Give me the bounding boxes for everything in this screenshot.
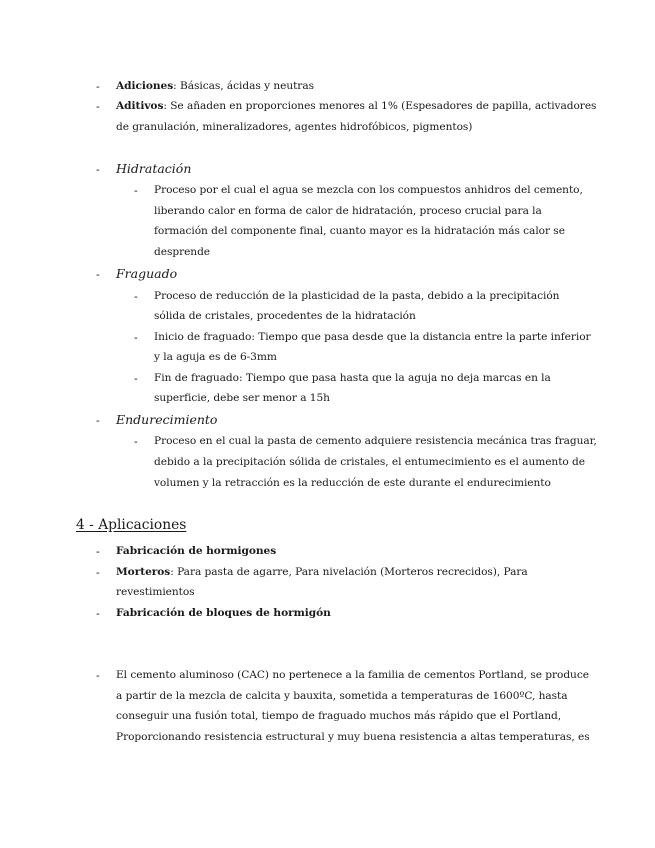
fraguado-item-3-line-2: superficie, debe ser menor a 15h xyxy=(154,392,330,404)
cac-line-2: a partir de la mezcla de calcita y bauxita, sometida a temperaturas de 1600ºC, hasta xyxy=(116,690,568,702)
morteros-text-line-1: : Para pasta de agarre, Para nivelación (Morteros recrecidos), Para xyxy=(170,566,528,578)
morteros-text-line-2: revestimientos xyxy=(116,586,195,598)
heading-hidratacion: Hidratación xyxy=(116,161,192,176)
heading-fraguado: Fraguado xyxy=(116,266,178,281)
fraguado-item-2-line-1: Inicio de fraguado: Tiempo que pasa desde que la distancia entre la parte inferior xyxy=(154,331,591,343)
cac-line-3: conseguir una fusión total, tiempo de fraguado muchos más rápido que el Portland, xyxy=(116,710,562,722)
fraguado-item-2-line-2: y la aguja es de 6-3mm xyxy=(154,351,277,363)
cac-line-1: El cemento aluminoso (CAC) no pertenece a la familia de cementos Portland, se produce xyxy=(116,669,589,681)
term-bloques: Fabricación de bloques de hormigón xyxy=(116,607,331,619)
endurecimiento-item-line-3: volumen y la retracción es la reducción de este durante el endurecimiento xyxy=(154,477,551,489)
adiciones-text: : Básicas, ácidas y neutras xyxy=(173,80,314,92)
hidratacion-item-line-4: desprende xyxy=(154,246,211,258)
heading-endurecimiento: Endurecimiento xyxy=(116,412,218,427)
list-dash: - xyxy=(96,566,100,579)
aplicaciones-item-morteros xyxy=(116,562,528,583)
term-aditivos: Aditivos xyxy=(116,100,164,112)
list-dash: - xyxy=(96,607,100,620)
aplicaciones-item-bloques xyxy=(116,603,331,624)
aditivos-text-line-2: de granulación, mineralizadores, agentes hidrofóbicos, pigmentos) xyxy=(116,121,473,133)
list-dash: - xyxy=(96,80,100,93)
endurecimiento-item-line-2: debido a la precipitación sólida de cristales, el entumecimiento es el aumento de xyxy=(154,456,586,468)
term-adiciones: Adiciones xyxy=(116,80,174,92)
list-item-adiciones xyxy=(116,76,314,97)
list-dash: - xyxy=(96,669,100,682)
term-morteros: Morteros xyxy=(116,566,171,578)
aplicaciones-item-hormigones xyxy=(116,541,276,562)
sublist-dash: - xyxy=(134,290,138,303)
section-title-aplicaciones: 4 - Aplicaciones xyxy=(76,517,187,533)
term-hormigones: Fabricación de hormigones xyxy=(116,545,277,557)
sublist-dash: - xyxy=(134,331,138,344)
hidratacion-item-line-1: Proceso por el cual el agua se mezcla con los compuestos anhidros del cemento, xyxy=(154,184,583,196)
fraguado-item-1-line-2: sólida de cristales, procedentes de la hidratación xyxy=(154,310,416,322)
list-dash: - xyxy=(96,100,100,113)
endurecimiento-item-line-1: Proceso en el cual la pasta de cemento adquiere resistencia mecánica tras fraguar, xyxy=(154,435,597,447)
sublist-dash: - xyxy=(134,372,138,385)
fraguado-item-1-line-1: Proceso de reducción de la plasticidad de la pasta, debido a la precipitación xyxy=(154,290,560,302)
list-dash: - xyxy=(96,545,100,558)
sublist-dash: - xyxy=(134,435,138,448)
fraguado-item-3-line-1: Fin de fraguado: Tiempo que pasa hasta que la aguja no deja marcas en la xyxy=(154,372,551,384)
hidratacion-item-line-3: formación del componente final, cuanto mayor es la hidratación más calor se xyxy=(154,225,565,237)
cac-line-4: Proporcionando resistencia estructural y muy buena resistencia a altas temperaturas, es xyxy=(116,731,590,743)
list-dash: - xyxy=(96,414,100,427)
list-dash: - xyxy=(96,163,100,176)
aditivos-text-line-1: : Se añaden en proporciones menores al 1% (Espesadores de papilla, activadores xyxy=(163,100,597,112)
list-dash: - xyxy=(96,268,100,281)
sublist-dash: - xyxy=(134,184,138,197)
hidratacion-item-line-2: liberando calor en forma de calor de hidratación, proceso crucial para la xyxy=(154,205,542,217)
list-item-aditivos xyxy=(116,96,596,117)
